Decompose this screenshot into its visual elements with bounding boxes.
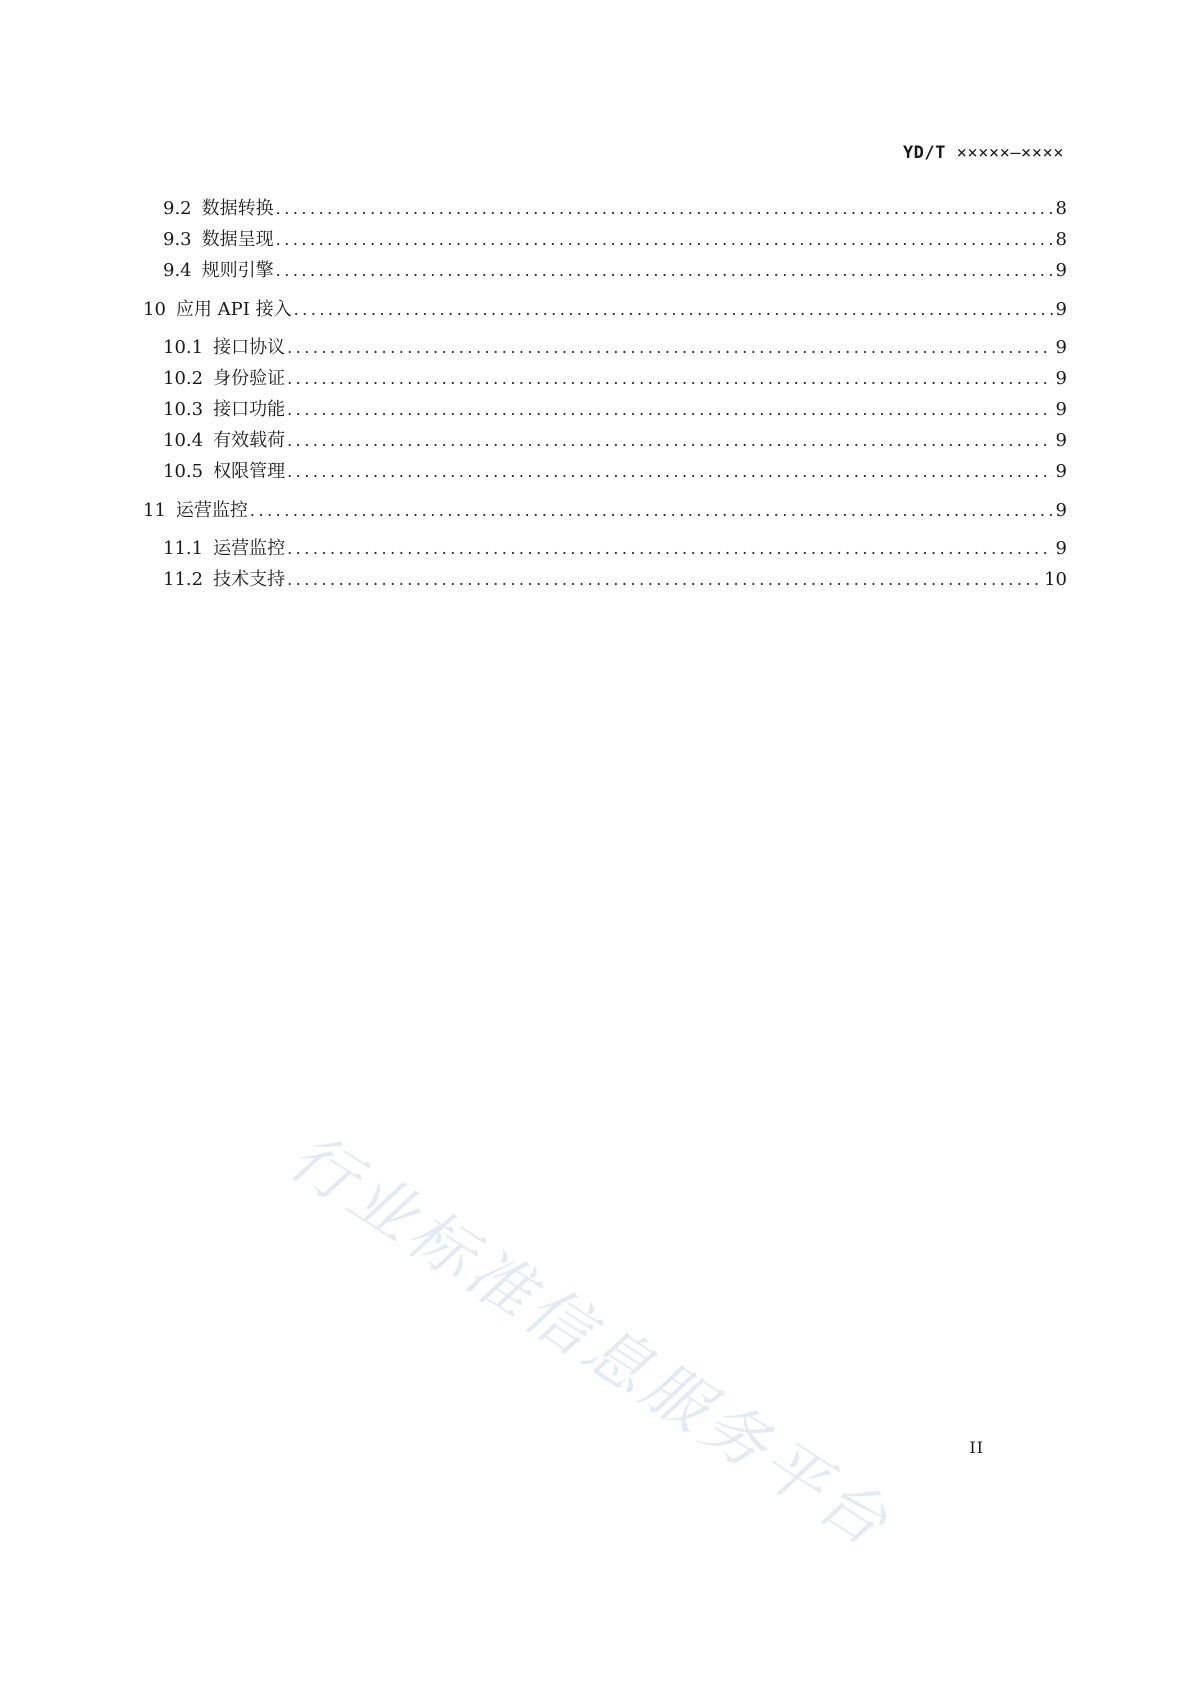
toc-entry-page: 8 xyxy=(1055,198,1067,219)
toc-entry[interactable] xyxy=(143,533,1067,564)
toc-entry-title: 数据呈现 xyxy=(201,229,274,250)
toc-entry-title: 接口协议 xyxy=(213,337,286,358)
toc-entry-page: 9 xyxy=(1055,430,1067,451)
toc-entry-page: 9 xyxy=(1055,260,1067,281)
toc-entry-number: 10 xyxy=(143,299,166,320)
toc-entry-title: 应用 API 接入 xyxy=(175,299,292,320)
watermark-text: 行业标准信息服务平台 xyxy=(276,1120,904,1564)
toc-entry-page: 9 xyxy=(1055,500,1067,521)
toc-entry[interactable] xyxy=(143,332,1067,363)
toc-entry-page: 9 xyxy=(1055,399,1067,420)
toc-entry-title: 数据转换 xyxy=(201,198,274,219)
toc-entry[interactable] xyxy=(143,564,1067,595)
toc-entry[interactable] xyxy=(143,363,1067,394)
toc-leader-dots xyxy=(287,363,1053,394)
toc-chapter-entry[interactable] xyxy=(143,495,1067,526)
toc-leader-dots xyxy=(294,294,1053,325)
toc-entry-title: 规则引擎 xyxy=(201,260,274,281)
toc-entry-number: 11.1 xyxy=(163,538,204,559)
toc-entry[interactable] xyxy=(143,394,1067,425)
toc-entry[interactable] xyxy=(143,193,1067,224)
toc-entry-title: 运营监控 xyxy=(175,500,248,521)
toc-entry-title: 运营监控 xyxy=(213,538,286,559)
toc-leader-dots xyxy=(276,224,1053,255)
toc-entry-number: 11 xyxy=(143,500,166,521)
toc-entry-title: 权限管理 xyxy=(213,461,286,482)
toc-entry-page: 8 xyxy=(1055,229,1067,250)
toc-entry-title: 身份验证 xyxy=(213,368,286,389)
toc-leader-dots xyxy=(287,456,1053,487)
toc-entry-page: 9 xyxy=(1055,337,1067,358)
toc-leader-dots xyxy=(287,425,1053,456)
toc-leader-dots xyxy=(276,255,1053,286)
standard-number: ×××××—×××× xyxy=(956,143,1064,163)
toc-entry-title: 接口功能 xyxy=(213,399,286,420)
toc-entry-number: 10.2 xyxy=(163,368,204,389)
toc-leader-dots xyxy=(276,193,1053,224)
toc-entry-number: 9.4 xyxy=(163,260,192,281)
toc-entry-number: 10.5 xyxy=(163,461,204,482)
toc-leader-dots xyxy=(287,394,1053,425)
toc-leader-dots xyxy=(287,332,1053,363)
toc-leader-dots xyxy=(250,495,1053,526)
toc-entry-page: 10 xyxy=(1044,569,1067,590)
toc-entry-page: 9 xyxy=(1055,299,1067,320)
toc-entry-page: 9 xyxy=(1055,461,1067,482)
toc-entry[interactable] xyxy=(143,456,1067,487)
toc-entry-number: 10.4 xyxy=(163,430,204,451)
toc-entry[interactable] xyxy=(143,425,1067,456)
toc-entry[interactable] xyxy=(143,255,1067,286)
standard-number-header xyxy=(903,143,1064,163)
table-of-contents xyxy=(143,193,1067,595)
toc-entry-title: 有效载荷 xyxy=(213,430,286,451)
toc-entry-number: 11.2 xyxy=(163,569,204,590)
toc-entry-number: 9.3 xyxy=(163,229,192,250)
toc-entry-number: 10.1 xyxy=(163,337,204,358)
toc-chapter-entry[interactable] xyxy=(143,294,1067,325)
toc-entry-page: 9 xyxy=(1055,368,1067,389)
page-number: II xyxy=(969,1438,984,1457)
standard-code: YD/T xyxy=(902,143,946,163)
toc-entry-number: 9.2 xyxy=(163,198,192,219)
toc-leader-dots xyxy=(287,564,1042,595)
toc-entry-page: 9 xyxy=(1055,538,1067,559)
toc-leader-dots xyxy=(287,533,1053,564)
toc-entry-number: 10.3 xyxy=(163,399,204,420)
toc-entry-title: 技术支持 xyxy=(213,569,286,590)
toc-entry[interactable] xyxy=(143,224,1067,255)
